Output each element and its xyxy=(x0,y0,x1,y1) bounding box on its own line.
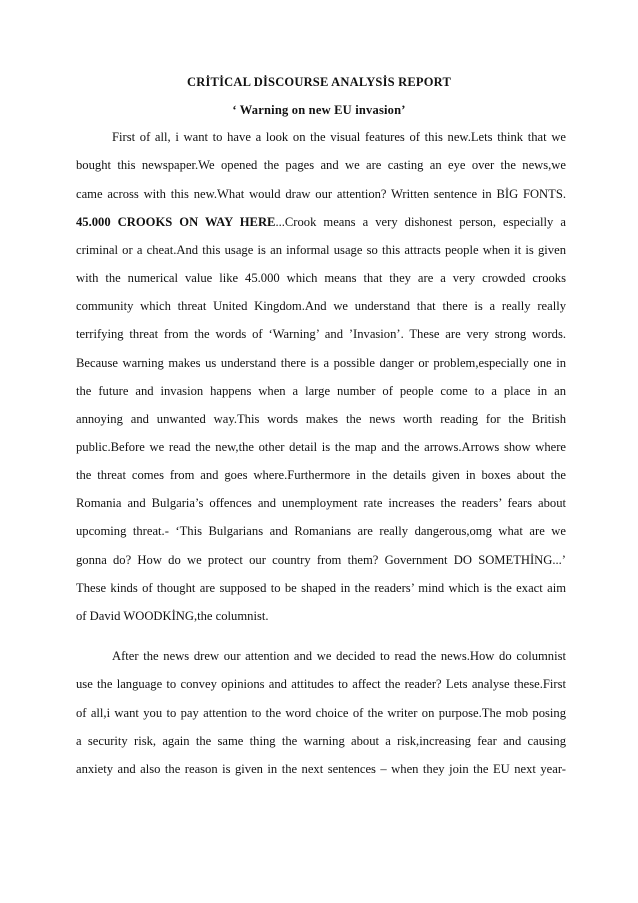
paragraph-1-line: Romania and Bulgaria’s offences and unemployment rate increases the readers’ fears about xyxy=(76,496,566,510)
paragraph-1-line: with the numerical value like 45.000 which means that they are a very crowded crooks xyxy=(76,271,566,285)
paragraph-2-line: a security risk, again the same thing the warning about a risk,increasing fear and causing xyxy=(76,734,566,748)
paragraph-1-line: These kinds of thought are supposed to be shaped in the readers’ mind which is the exact aim xyxy=(76,581,566,595)
paragraph-1-line: community which threat United Kingdom.And we understand that there is a really really xyxy=(76,299,566,313)
paragraph-1-line xyxy=(76,214,566,230)
paragraph-2-line: use the language to convey opinions and attitudes to affect the reader? Lets analyse these.First xyxy=(76,677,566,691)
headline-quote: 45.000 CROOKS ON WAY HERE xyxy=(76,215,276,229)
paragraph-1-line: bought this newspaper.We opened the pages and we are casting an eye over the news,we xyxy=(76,158,566,172)
paragraph-1-line: terrifying threat from the words of ‘Warning’ and ’Invasion’. These are very strong words. xyxy=(76,327,566,341)
paragraph-1-line: came across with this new.What would draw our attention? Written sentence in BİG FONTS. xyxy=(76,187,566,201)
paragraph-1-line: criminal or a cheat.And this usage is an informal usage so this attracts people when it is given xyxy=(76,243,566,257)
paragraph-2-line: After the news drew our attention and we decided to read the news.How do columnist xyxy=(112,649,566,663)
paragraph-1-line: First of all, i want to have a look on the visual features of this new.Lets think that we xyxy=(112,130,566,144)
paragraph-1-line: gonna do? How do we protect our country from them? Government DO SOMETHİNG...’ xyxy=(76,553,566,567)
report-subtitle: ‘ Warning on new EU invasion’ xyxy=(232,103,406,117)
paragraph-1-line: upcoming threat.- ‘This Bulgarians and Romanians are really dangerous,omg what are we xyxy=(76,524,566,538)
headline-quote-continuation: ...Crook means a very dishonest person, especially a xyxy=(275,215,566,229)
paragraph-1-line: the future and invasion happens when a large number of people come to a place in an xyxy=(76,384,566,398)
paragraph-1-line: the threat comes from and goes where.Furthermore in the details given in boxes about the xyxy=(76,468,566,482)
paragraph-1-line: annoying and unwanted way.This words makes the news worth reading for the British xyxy=(76,412,566,426)
paragraph-1-line: of David WOODKİNG,the columnist. xyxy=(76,609,269,623)
report-title: CRİTİCAL DİSCOURSE ANALYSİS REPORT xyxy=(187,75,451,89)
paragraph-2-line: of all,i want you to pay attention to the word choice of the writer on purpose.The mob posing xyxy=(76,706,566,720)
paragraph-2-line: anxiety and also the reason is given in the next sentences – when they join the EU next year- xyxy=(76,762,566,776)
paragraph-1-line: Because warning makes us understand there is a possible danger or problem,especially one in xyxy=(76,356,566,370)
paragraph-1-line: public.Before we read the new,the other detail is the map and the arrows.Arrows show where xyxy=(76,440,566,454)
